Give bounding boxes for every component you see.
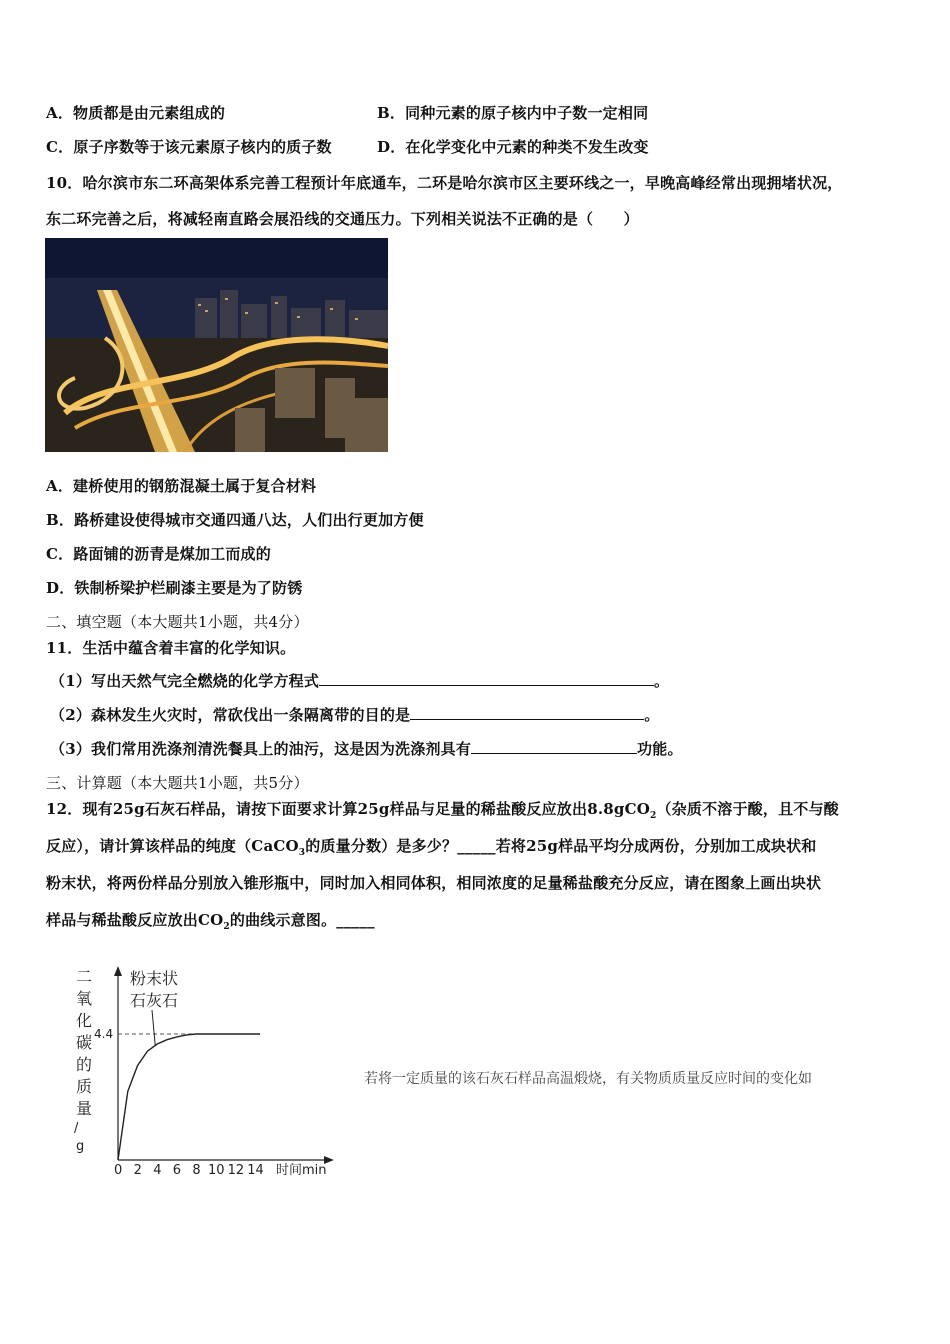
x-tick-2: 2 [133, 1163, 142, 1178]
section-heading-calc: 三、计算题（本大题共1小题，共5分） [46, 774, 309, 792]
q11-part1-text: （1）写出天然气完全燃烧的化学方程式 [50, 672, 320, 690]
option-a-prev: A．物质都是由元素组成的 [46, 104, 226, 122]
powder-curve [118, 1034, 260, 1160]
trailing-question-text: 若将一定质量的该石灰石样品高温煅烧，有关物质质量反应时间的变化如 [364, 1071, 812, 1087]
q11-part1 [50, 670, 669, 691]
q12-line2-sub: 3 [298, 848, 306, 858]
y-label-char: 氧 [76, 989, 93, 1008]
q11-part2-text: （2）森林发生火灾时，常砍伐出一条隔离带的目的是 [50, 706, 411, 724]
y-label-char: 二 [76, 967, 93, 986]
q12-line1-sub: 2 [650, 811, 657, 821]
q10-option-b: B．路桥建设使得城市交通四通八达，人们出行更加方便 [46, 511, 424, 529]
q10-stem-line1: 10．哈尔滨市东二环高架体系完善工程预计年底通车，二环是哈尔滨市区主要环线之一，早晚高峰经常出现拥堵状况， [46, 174, 843, 192]
q11-part3-text: （3）我们常用洗涤剂清洗餐具上的油污，这是因为洗涤剂具有 [50, 740, 472, 758]
q11-part2-blank[interactable] [410, 705, 644, 720]
q11-part1-blank[interactable] [319, 671, 654, 686]
section-heading-fill-in: 二、填空题（本大题共1小题，共4分） [46, 613, 309, 631]
option-c-prev: C．原子序数等于该元素原子核内的质子数 [46, 138, 332, 156]
x-tick-10: 10 [208, 1163, 225, 1178]
q12-line4-sub: 2 [223, 922, 230, 932]
q11-part3 [50, 738, 683, 759]
y-label-char: 的 [76, 1055, 93, 1074]
q10-option-d: D．铁制桥梁护栏刷漆主要是为了防锈 [46, 579, 303, 597]
y-label-char: g [76, 1139, 85, 1154]
x-axis-label: 时间min [276, 1163, 327, 1178]
x-tick-0: 0 [114, 1163, 123, 1178]
highway-photo-illustration [45, 238, 388, 452]
q12-line4-b: 的曲线示意图。_____ [229, 911, 375, 929]
curve-label-pointer [152, 1010, 155, 1045]
y-axis-arrow-icon [114, 966, 122, 976]
highway-night-photo [45, 238, 388, 452]
q11-part3-blank[interactable] [471, 739, 637, 754]
option-b-prev: B．同种元素的原子核内中子数一定相同 [377, 104, 649, 122]
q12-line2 [46, 835, 817, 858]
q11-part3-end: 功能。 [637, 740, 683, 758]
q10-stem-line2: 东二环完善之后，将减轻南直路会展沿线的交通压力。下列相关说法不正确的是（ ） [46, 210, 639, 228]
y-label-char: 化 [76, 1011, 93, 1030]
y-value-4-4: 4.4 [94, 1027, 114, 1041]
q12-line2-a: 反应），请计算该样品的纯度（CaCO [46, 837, 299, 855]
option-d-prev: D．在化学变化中元素的种类不发生改变 [377, 138, 649, 156]
x-tick-14: 14 [247, 1163, 264, 1178]
q10-option-a: A．建桥使用的钢筋混凝土属于复合材料 [46, 477, 317, 495]
q11-stem: 11．生活中蕴含着丰富的化学知识。 [46, 639, 296, 657]
x-tick-6: 6 [172, 1163, 182, 1178]
x-tick-8: 8 [192, 1163, 201, 1178]
x-tick-12: 12 [227, 1163, 245, 1178]
q12-line2-b: 的质量分数）是多少？_____若将25g样品平均分成两份，分别加工成块状和 [305, 837, 817, 855]
co2-graph-svg [70, 960, 350, 1180]
q12-line1-b: （杂质不溶于酸，且不与酸 [656, 800, 839, 818]
q11-part2-end: 。 [644, 706, 660, 724]
x-tick-4: 4 [153, 1163, 162, 1178]
q12-line4-a: 样品与稀盐酸反应放出CO [46, 911, 224, 929]
q11-part2 [50, 704, 659, 725]
y-label-char: 质 [76, 1077, 93, 1096]
y-label-char: 碳 [76, 1033, 93, 1052]
y-label-char: / [74, 1121, 79, 1136]
co2-graph [70, 960, 350, 1180]
q12-line4 [46, 909, 375, 932]
q10-option-c: C．路面铺的沥青是煤加工而成的 [46, 545, 271, 563]
curve-label-line2: 石灰石 [130, 991, 179, 1010]
x-tick-labels [114, 1163, 264, 1178]
q12-line1 [46, 798, 839, 821]
q12-line3: 粉末状，将两份样品分别放入锥形瓶中，同时加入相同体积，相同浓度的足量稀盐酸充分反应，请在图象上画出块状 [46, 874, 822, 892]
y-label-char: 量 [76, 1099, 93, 1118]
q12-line1-a: 12．现有25g石灰石样品，请按下面要求计算25g样品与足量的稀盐酸反应放出8.8gCO [46, 800, 650, 818]
curve-label-line1: 粉末状 [130, 969, 179, 988]
y-axis-label [74, 967, 92, 1154]
q11-part1-end: 。 [654, 672, 670, 690]
